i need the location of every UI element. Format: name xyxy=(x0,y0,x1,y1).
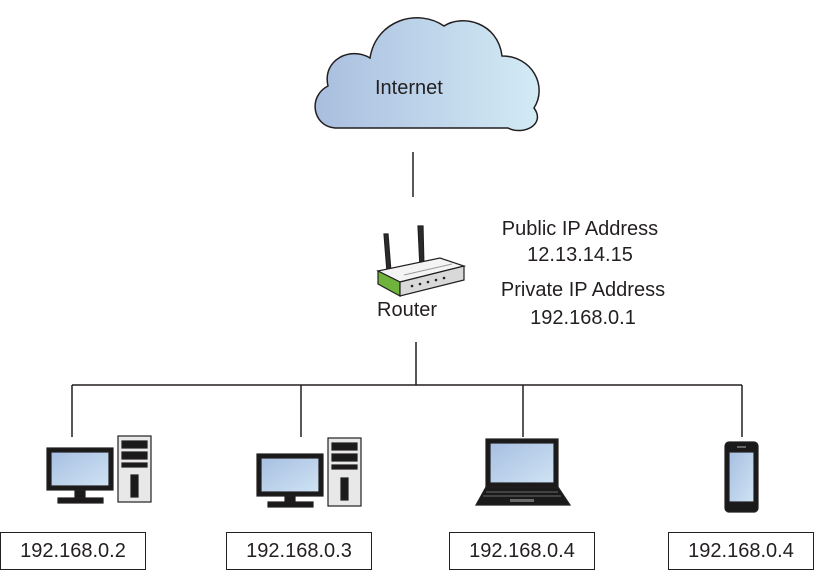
smartphone-icon xyxy=(725,442,758,512)
device-ip-box: 192.168.0.2 xyxy=(0,532,146,570)
public-ip-title: Public IP Address xyxy=(501,218,659,240)
private-ip-value: 192.168.0.1 xyxy=(530,307,636,329)
device-ip-box: 192.168.0.3 xyxy=(226,532,372,570)
laptop-icon xyxy=(476,439,570,505)
private-ip-title: Private IP Address xyxy=(500,279,666,301)
internet-label: Internet xyxy=(375,77,443,99)
router-icon xyxy=(378,226,464,296)
internet-cloud-icon xyxy=(315,18,539,131)
desktop-computer-icon xyxy=(257,438,361,507)
public-ip-value: 12.13.14.15 xyxy=(527,244,633,266)
desktop-computer-icon xyxy=(47,436,151,503)
device-ip-box: 192.168.0.4 xyxy=(449,532,595,570)
device-ip-box: 192.168.0.4 xyxy=(668,532,814,570)
router-label: Router xyxy=(377,299,438,321)
